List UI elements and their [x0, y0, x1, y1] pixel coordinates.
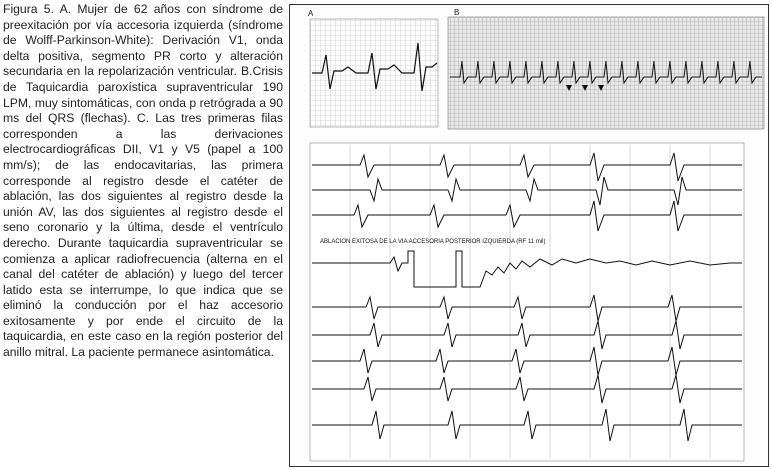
figure-caption	[3, 2, 283, 361]
figure-label: Figura 5.	[3, 2, 54, 16]
panel-a	[308, 9, 438, 127]
ablation-annotation: ABLACION EXITOSA DE LA VIA ACCESORIA POSTERIOR IZQUIERDA (RF 11 mil)	[320, 239, 546, 245]
caption-text: A. Mujer de 62 años con síndrome de preexitación por vía accesoria izquierda (síndrome de Wolff-Parkinson-White): Derivación V1, onda delta positiva, segmento PR corto y alteración secundaria en la repolarización ventricular. B.Crisis de Taquicardia paroxística supraventricular 190 LPM, muy sintomáticas, con onda p retrógrada a 90 ms del QRS (flechas). C. Las tres primeras filas corresponden a las derivaciones electrocardiográficas DII, V1 y V5 (papel a 100 mm/s); de las endocavitarias, las primera corresponde al registro desde el catéter de ablación, las dos siguientes al registro desde la unión AV, las dos siguientes al registro desde el seno coronario y la última, desde el ventrículo derecho. Durante taquicardia supraventricular se comienza a aplicar radiofrecuencia (alterna en el canal del catéter de ablación) y luego del tercer latido esta se interrumpe, lo que indica que se eliminó la conducción por el haz accesorio exitosamente y por ende el circuito de la taquicardia, en este caso en la región posterior del anillo mitral. La paciente permanece asintomática.	[3, 2, 283, 360]
panel-c	[310, 143, 744, 461]
panel-b	[448, 8, 764, 129]
ecg-figure	[289, 4, 769, 467]
panel-b-label: B	[454, 8, 460, 17]
panel-a-label: A	[308, 9, 314, 18]
ecg-figure-svg	[290, 5, 768, 466]
